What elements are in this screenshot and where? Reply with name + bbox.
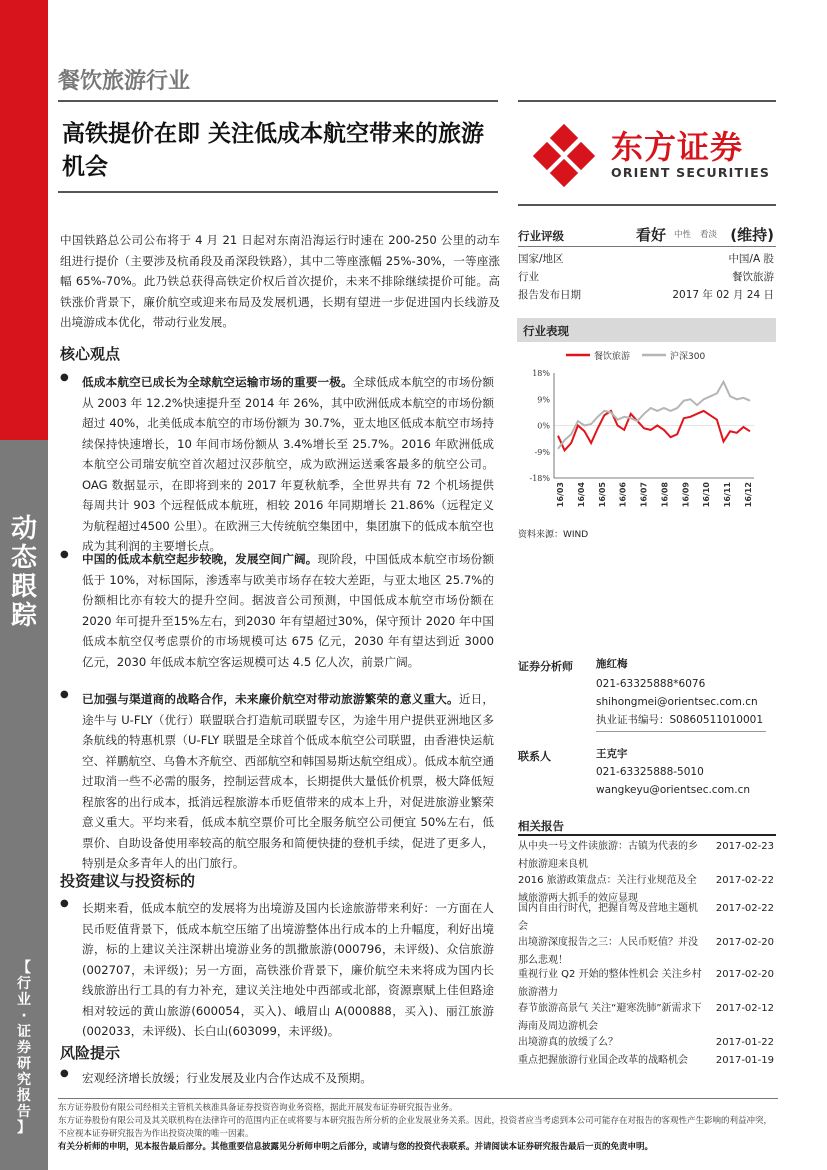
x-tick-label: 16/06 (618, 482, 628, 508)
x-tick-label: 16/05 (597, 482, 607, 508)
point-text: 近日，途牛与 U-FLY（优行）联盟联合打造航司联盟专区，为途牛用户提供亚洲地区多条航线的特惠机票（U-FLY 联盟是全球首个低成本航空公司联盟，由香港快运航空、祥鹏航空、乌鲁木齐航空、西部航空和韩国易斯达航空组成）。低成本航空通过取消一些不必需的服务，控制运营成本，长期提供大量低价机票，极大降低短程旅客的出行成本，抵消远程旅游本币贬值带来的成本上升，对促进旅游业繁荣意义重大。平均来看，低成本航空票价可比全服务航空公司便宜 50%左右，低票价、自助设备使用率较高的航空服务和简便快捷的登机手续，促进了更多人，特别是众多青年人的出门旅行。 (82, 692, 494, 870)
footer (58, 1102, 778, 1154)
related-heading: 相关报告 (518, 819, 564, 833)
related-report-title[interactable]: 从中央一号文件读旅游：古镇为代表的乡村旅游迎来良机 (518, 841, 698, 870)
related-report-date: 2017-02-20 (715, 937, 774, 948)
contact-phone: 021-63325888-5010 (596, 766, 704, 778)
legend-label: 餐饮旅游 (594, 352, 631, 362)
footer-line: 东方证券股份有限公司经相关主管机关核准具备证券投资咨询业务资格，据此开展发布证券研究报告业务。 (58, 1103, 458, 1113)
footer-line: 有关分析师的申明，见本报告最后部分。其他重要信息披露见分析师申明之后部分，或请与您的投资代表联系。并请阅读本证券研究报告最后一页的免责申明。 (58, 1142, 654, 1152)
related-report-date: 2017-02-12 (715, 1003, 774, 1014)
divider (58, 1098, 778, 1099)
related-report-title[interactable]: 出境游真的放缓了么？ (518, 1037, 618, 1048)
related-report-title[interactable]: 春节旅游高景气 关注“避寒洗肺”新需求下海南及周边游机会 (518, 1003, 702, 1032)
info-label: 行业 (518, 271, 539, 283)
info-value: 中国/A 股 (728, 253, 774, 265)
rating-option: 中性 (674, 230, 692, 240)
logo-name: 东方证券 (611, 128, 744, 166)
rating-option: 看淡 (700, 230, 718, 240)
x-tick-label: 16/10 (702, 482, 712, 508)
logo-mark-icon (527, 118, 601, 192)
contact-label: 联系人 (518, 750, 551, 763)
contact-email[interactable]: wangkeyu@orientsec.com.cn (596, 784, 750, 796)
point-lead: 低成本航空已成长为全球航空运输市场的重要一极。 (82, 375, 353, 389)
y-tick-label: 9% (537, 395, 550, 405)
divider (58, 100, 498, 102)
related-report-date: 2017-02-22 (715, 903, 774, 914)
rating-status: (维持) (730, 226, 774, 244)
x-tick-label: 16/08 (660, 482, 670, 508)
related-report-date: 2017-01-22 (715, 1037, 774, 1048)
info-value: 2017 年 02 月 24 日 (672, 289, 774, 301)
info-row (518, 287, 774, 305)
invest-heading: 投资建议与投资标的 (60, 872, 196, 890)
logo-english: ORIENT SECURITIES (611, 165, 771, 180)
core-heading: 核心观点 (60, 345, 121, 363)
info-value: 餐饮旅游 (732, 271, 774, 283)
analyst-name: 施红梅 (596, 658, 628, 670)
related-report-title[interactable]: 出境游深度报告之三：人民币贬值？并没那么悲观！ (518, 937, 698, 966)
related-report-title[interactable]: 重视行业 Q2 开始的整体性机会 关注乡村旅游潜力 (518, 969, 702, 998)
rating-label: 行业评级 (518, 229, 564, 243)
analyst-cert: 执业证书编号：S0860511010001 (596, 714, 764, 726)
side-gray-bar (0, 440, 48, 1170)
industry-label: 餐饮旅游行业 (58, 69, 191, 94)
related-report-title[interactable]: 2016 旅游政策盘点：关注行业规范及全域旅游两大抓手的效应显现 (518, 875, 697, 904)
x-tick-label: 16/09 (681, 482, 691, 508)
bullet-icon: ● (60, 898, 69, 909)
related-report-title[interactable]: 重点把握旅游行业国企改革的战略机会 (518, 1055, 688, 1066)
contact-name: 王克宇 (596, 748, 628, 760)
analyst-email[interactable]: shihongmei@orientsec.com.cn (596, 696, 758, 708)
related-report-title[interactable]: 国内自由行时代，把握自驾及营地主题机会 (518, 903, 698, 932)
bullet-icon: ● (60, 372, 69, 383)
divider (596, 731, 766, 732)
vertical-title: 动 态 跟 踪 (10, 514, 37, 631)
report-title: 高铁提价在即 关注低成本航空带来的旅游机会 (62, 121, 485, 180)
invest-text: 长期来看，低成本航空的发展将为出境游及国内长途旅游带来利好：一方面在人民币贬值背景下，低成本航空压缩了出境游整体出行成本的上升幅度，利好出境游，标的上建议关注深耕出境游业务的凯撒旅游(000796，未评级)、众信旅游(002707，未评级)；另一方面，高铁涨价背景下，廉价航空未来将成为国内长线旅游出行工具的有力补充，建议关注地处中西部或北部，资源禀赋上佳但路途相对较远的黄山旅游(600054，买入)、峨眉山 A(000888，买入)、丽江旅游(002033，未评级)、长白山(603099，未评级)。 (82, 901, 494, 1038)
divider (518, 204, 776, 206)
point-text: 全球低成本航空的市场份额从 2003 年 12.2%快速提升至 2014 年 26%，其中欧洲低成本航空的市场份额超过 40%，北美低成本航空的市场份额为 30.7%，亚太地区低成本航空市场持续保持快速增长，10 年间市场份额从 3.4%增长至 25.7%。2016 年欧洲低成本航空公司瑞安航空首次超过汉莎航空，成为欧洲运送乘客最多的航空公司。OAG 数据显示，在即将到来的 2017 年夏秋航季，全世界共有 72 个机场提供每周共计 903 个远程低成本航班，相较 2016 年同期增长 21.86%（远程定义为航程超过4500 公里）。在欧洲三大传统航空集团中，集团旗下的低成本航空也成为其利润的主要增长点。 (82, 375, 494, 553)
info-row (518, 269, 774, 287)
chart-source: 资料来源：WIND (518, 530, 589, 540)
risk-heading: 风险提示 (60, 1044, 121, 1062)
summary-paragraph: 中国铁路总公司公布将于 4 月 21 日起对东南沿海运行时速在 200-250 公里的动车组进行提价（主要涉及杭甬段及甬深段铁路），其中二等座涨幅 25%-30%，一等座涨幅 65%-70%。此乃铁总获得高铁定价权后首次提价，未来不排除继续提价可能。高铁涨价背景下，廉价航空或迎来布局及发展机遇，长期有望进一步促进国内长线游及出境游成本优化，带动行业发展。 (60, 233, 500, 329)
y-tick-label: 0% (537, 421, 550, 431)
risk-text: 宏观经济增长放缓；行业发展及业内合作达成不及预期。 (82, 1071, 372, 1085)
performance-chart (518, 343, 776, 513)
series-line-沪深300 (558, 382, 750, 449)
related-report-date: 2017-02-22 (715, 875, 774, 886)
series-line-餐饮旅游 (558, 411, 750, 450)
vertical-subtitle: 【 行 业 · 证 券 研 究 报 告 】 (17, 960, 31, 1136)
divider (58, 191, 498, 193)
x-tick-label: 16/12 (744, 482, 753, 508)
divider (518, 246, 776, 247)
y-tick-label: -18% (529, 474, 550, 483)
bullet-icon: ● (60, 689, 69, 700)
analyst-phone: 021-63325888*6076 (596, 678, 706, 690)
company-logo (527, 118, 777, 198)
point-lead: 已加强与渠道商的战略合作，未来廉价航空对带动旅游繁荣的意义重大。 (82, 692, 459, 706)
point-lead: 中国的低成本航空起步较晚，发展空间广阔。 (82, 552, 318, 566)
related-report-date: 2017-01-19 (715, 1055, 774, 1066)
rating-value: 看好 (636, 226, 667, 244)
perf-heading: 行业表现 (517, 318, 776, 342)
x-tick-label: 16/11 (723, 482, 733, 508)
point-text: 现阶段，中国低成本航空市场份额低于 10%，对标国际，渗透率与欧美市场存在较大差距，与亚太地区 25.7%的份额相比亦有较大的提升空间。据波音公司预测，中国低成本航空市场份额在 2020 年可提升至15%左右，到2030 年有望超过30%，保守预计 2020 年中国低成本航空仅考虑票价的市场规模可达 675 亿元，2030 年有望达到近 3000 亿元，2030 年低成本航空客运规模可达 4.5 亿人次，前景广阔。 (82, 552, 494, 669)
y-tick-label: 18% (532, 369, 550, 378)
bullet-icon: ● (60, 549, 69, 560)
bullet-icon: ● (60, 1068, 69, 1079)
analyst-label: 证券分析师 (518, 660, 573, 673)
divider (518, 834, 776, 836)
related-report-date: 2017-02-23 (715, 841, 774, 852)
x-tick-label: 16/04 (576, 482, 586, 508)
y-tick-label: -9% (534, 447, 550, 457)
info-row (518, 251, 774, 269)
x-tick-label: 16/07 (639, 482, 649, 508)
footer-line: 东方证券股份有限公司及其关联机构在法律许可的范围内正在或将要与本研究报告所分析的企业发展业务关系。因此，投资者应当考虑到本公司可能存在对报告的客观性产生影响的利益冲突，不应视本证券研究报告为作出投资决策的唯一因素。 (58, 1116, 773, 1139)
info-label: 报告发布日期 (518, 289, 581, 301)
info-label: 国家/地区 (518, 253, 564, 265)
x-tick-label: 16/03 (556, 482, 565, 508)
divider (518, 100, 776, 102)
legend-label: 沪深300 (670, 352, 706, 362)
side-red-bar (0, 0, 48, 440)
related-report-date: 2017-02-20 (715, 969, 774, 980)
